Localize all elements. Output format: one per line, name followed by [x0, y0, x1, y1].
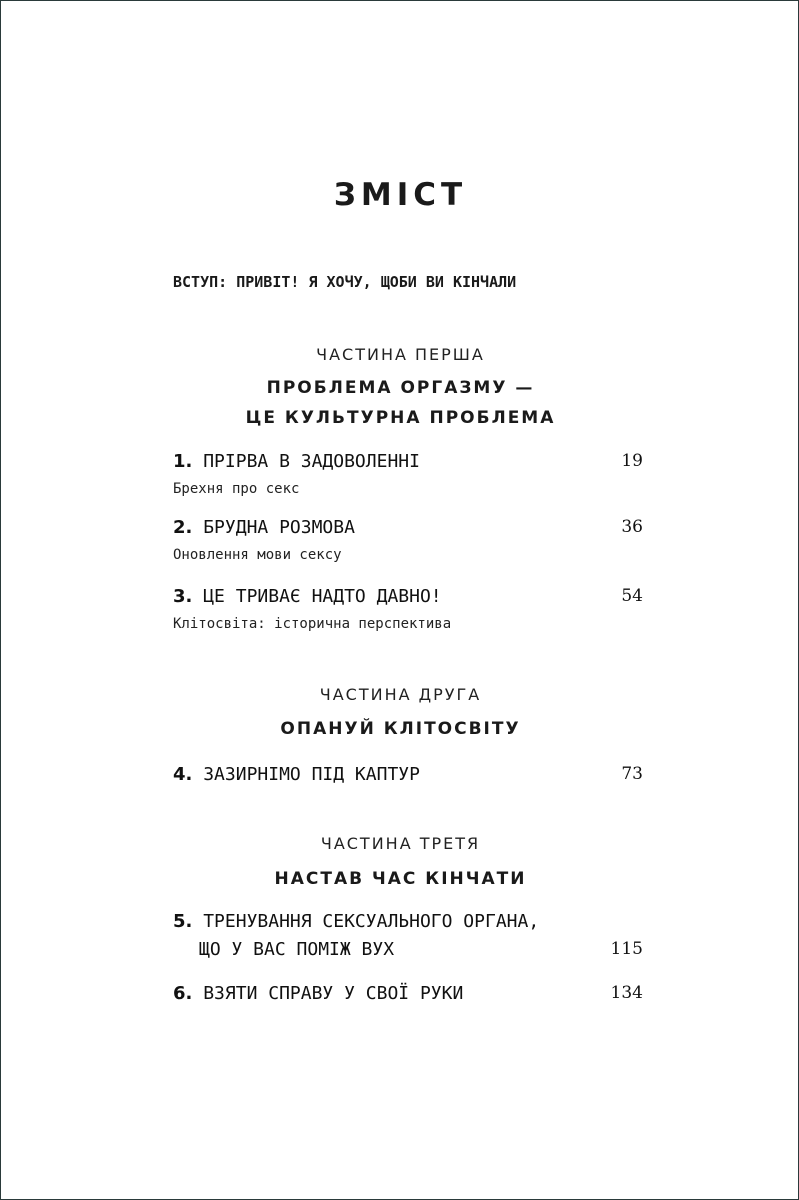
toc-chapter-1: [173, 451, 643, 497]
part-3-title: НАСТАВ ЧАС КІНЧАТИ: [274, 869, 527, 889]
chapter-4-page: 73: [621, 764, 643, 784]
chapter-4-number: 4.: [173, 764, 193, 785]
part-1-title: [1, 373, 799, 433]
chapter-5-page: 115: [610, 939, 643, 959]
toc-chapter-2: [173, 517, 643, 563]
part-1-title-line1: ПРОБЛЕМА ОРГАЗМУ —: [266, 378, 535, 398]
toc-chapter-4: [173, 764, 643, 792]
chapter-3-number: 3.: [173, 586, 193, 607]
chapter-4-title: ЗАЗИРНІМО ПІД КАПТУР: [203, 764, 420, 785]
part-2-label: ЧАСТИНА ДРУГА: [319, 685, 482, 704]
chapter-5-title-line2: ЩО У ВАС ПОМІЖ ВУХ: [199, 939, 395, 960]
toc-chapter-3: [173, 586, 643, 632]
chapter-6-title: ВЗЯТИ СПРАВУ У СВОЇ РУКИ: [203, 983, 464, 1004]
chapter-3-page: 54: [621, 586, 643, 606]
chapter-5-title: ТРЕНУВАННЯ СЕКСУАЛЬНОГО ОРГАНА,: [203, 911, 540, 932]
page-title: ЗМІСТ: [333, 177, 468, 213]
chapter-1-subtitle: Брехня про секс: [173, 481, 300, 497]
chapter-1-page: 19: [621, 451, 643, 471]
chapter-6-number: 6.: [173, 983, 193, 1004]
chapter-1-title: ПРІРВА В ЗАДОВОЛЕННІ: [203, 451, 420, 472]
part-3-label: ЧАСТИНА ТРЕТЯ: [320, 834, 481, 853]
chapter-3-subtitle: Клітосвіта: історична перспектива: [173, 616, 452, 632]
part-1-label: ЧАСТИНА ПЕРША: [316, 345, 485, 364]
chapter-5-number: 5.: [173, 911, 193, 932]
chapter-2-number: 2.: [173, 517, 193, 538]
chapter-2-subtitle: Оновлення мови сексу: [173, 547, 342, 563]
toc-chapter-6: [173, 983, 643, 1011]
toc-chapter-5: [173, 911, 643, 967]
part-1-title-line2: ЦЕ КУЛЬТУРНА ПРОБЛЕМА: [245, 408, 556, 428]
chapter-1-number: 1.: [173, 451, 193, 472]
chapter-6-page: 134: [610, 983, 643, 1003]
chapter-2-title: БРУДНА РОЗМОВА: [203, 517, 355, 538]
chapter-2-page: 36: [621, 517, 643, 537]
toc-intro-entry: ВСТУП: ПРИВІТ! Я ХОЧУ, ЩОБИ ВИ КІНЧАЛИ: [173, 273, 517, 291]
chapter-3-title: ЦЕ ТРИВАЄ НАДТО ДАВНО!: [203, 586, 442, 607]
part-2-title: ОПАНУЙ КЛІТОСВІТУ: [280, 719, 521, 739]
